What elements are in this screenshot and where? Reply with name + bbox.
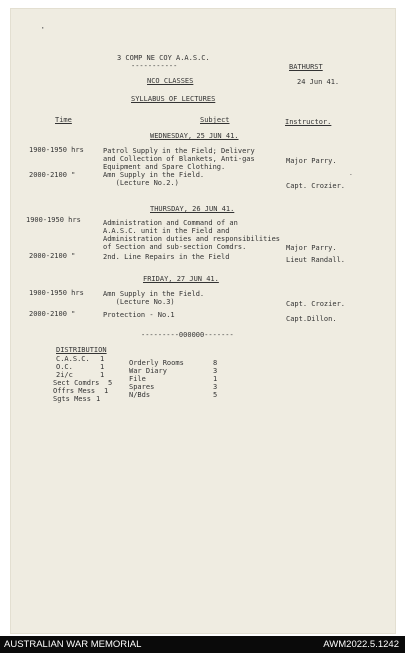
row-time: 2000-2100 " [29,252,76,260]
row-time: 2000-2100 " [29,310,76,318]
distribution-name: War Diary [129,367,167,375]
row-subject-line: Administration duties and responsibilities [103,235,281,243]
header-dashes: ----------- [131,62,178,70]
document-title: NCO CLASSES [147,77,194,85]
distribution-name: Sect Comdrs [53,379,100,387]
pencil-mark: - [349,171,353,178]
distribution-name: N/Bds [129,391,151,399]
distribution-qty: 1 [104,387,109,395]
row-subject-line: A.A.S.C. unit in the Field and [103,227,230,235]
distribution-qty: 3 [213,383,218,391]
column-instructor: Instructor. [285,118,332,126]
document-page [10,8,396,634]
document-subtitle: SYLLABUS OF LECTURES [131,95,216,103]
distribution-name: Orderly Rooms [129,359,184,367]
distribution-qty: 1 [100,371,105,379]
punch-hole-mark: · [40,24,46,34]
row-time: 1900-1950 hrs [29,289,84,297]
distribution-name: File [129,375,146,383]
distribution-qty: 5 [213,391,218,399]
row-subject-line: of Section and sub-section Comdrs. [103,243,247,251]
separator-line: ---------000000------- [141,331,234,339]
distribution-qty: 1 [213,375,218,383]
distribution-name: C.A.S.C. [56,355,90,363]
row-subject-line: Patrol Supply in the Field; Delivery [103,147,255,155]
row-instructor: Capt.Dillon. [286,315,337,323]
row-instructor: Capt. Crozier. [286,182,346,190]
location: BATHURST [289,63,323,71]
distribution-name: 2i/c [56,371,73,379]
archive-footer [0,636,405,653]
column-subject: Subject [200,116,230,124]
row-subject-line: Equipment and Spare Clothing. [103,163,226,171]
row-subject-line: Protection - No.1 [103,311,175,319]
day-heading: WEDNESDAY, 25 JUN 41. [150,132,239,140]
distribution-qty: 3 [213,367,218,375]
row-subject-line: (Lecture No.3) [103,298,175,306]
row-subject-line: 2nd. Line Repairs in the Field [103,253,230,261]
row-instructor: Major Parry. [286,157,337,165]
distribution-qty: 8 [213,359,218,367]
day-heading: FRIDAY, 27 JUN 41. [143,275,219,283]
row-subject-line: Amn Supply in the Field. [103,171,205,179]
distribution-name: Offrs Mess [53,387,96,395]
document-date: 24 Jun 41. [297,78,340,86]
footer-institution: AUSTRALIAN WAR MEMORIAL [4,639,142,650]
header-unit: 3 COMP NE COY A.A.S.C. [117,54,210,62]
row-time: 1900-1950 hrs [29,146,84,154]
column-time: Time [55,116,72,124]
distribution-name: Sgts Mess [53,395,91,403]
row-subject-line: Amn Supply in the Field. [103,290,205,298]
row-instructor: Major Parry. [286,244,337,252]
row-subject-line: Administration and Command of an [103,219,238,227]
footer-accession-number: AWM2022.5.1242 [323,639,399,650]
row-time: 2000-2100 " [29,171,76,179]
distribution-name: Spares [129,383,155,391]
distribution-qty: 1 [100,355,105,363]
row-instructor: Capt. Crozier. [286,300,346,308]
row-instructor: Lieut Randall. [286,256,346,264]
distribution-qty: 1 [96,395,101,403]
distribution-name: O.C. [56,363,73,371]
row-subject-line: (Lecture No.2.) [103,179,179,187]
distribution-qty: 5 [108,379,113,387]
day-heading: THURSDAY, 26 JUN 41. [150,205,235,213]
row-time: 1900-1950 hrs [26,216,81,224]
distribution-qty: 1 [100,363,105,371]
row-subject-line: and Collection of Blankets, Anti-gas [103,155,255,163]
distribution-heading: DISTRIBUTION [56,346,107,354]
